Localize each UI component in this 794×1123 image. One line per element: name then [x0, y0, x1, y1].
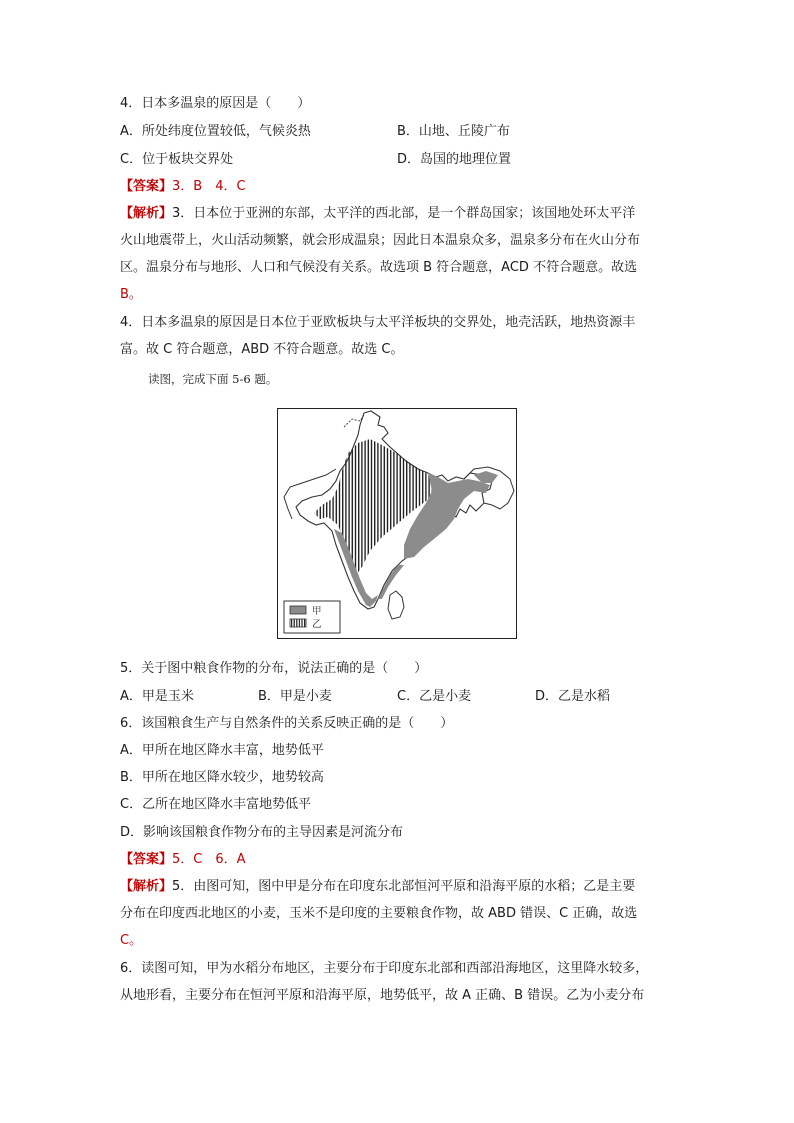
legend-swatch-yi [290, 619, 306, 627]
q6-option-b: B．甲所在地区降水较少，地势较高 [120, 770, 324, 785]
q4-stem: 4．日本多温泉的原因是（ ） [120, 96, 311, 111]
q5-option-b: B．甲是小麦 [258, 689, 332, 704]
q5-stem: 5．关于图中粮食作物的分布，说法正确的是（ ） [120, 661, 428, 676]
q6-stem: 6．该国粮食生产与自然条件的关系反映正确的是（ ） [120, 716, 454, 731]
analysis-3-line-3: 区。温泉分布与地形、人口和气候没有关系。故选项 B 符合题意，ACD 不符合题意。故选 [120, 260, 638, 275]
analysis-5-line-2: 分布在印度西北地区的小麦，玉米不是印度的主要粮食作物，故 ABD 错误、C 正确，故选 [120, 906, 638, 921]
legend-swatch-jia [290, 606, 306, 614]
map-legend [284, 601, 340, 633]
answer-3-4 [120, 178, 246, 196]
analysis-5-line-1 [120, 878, 635, 896]
q4-option-c: C．位于板块交界处 [120, 152, 234, 167]
legend-label-yi: 乙 [312, 619, 322, 630]
q5-option-a: A．甲是玉米 [120, 689, 194, 704]
analysis-3-line-2: 火山地震带上，火山活动频繁，就会形成温泉；因此日本温泉众多，温泉多分布在火山分布 [120, 233, 641, 248]
map-intro-text: 读图，完成下面 5-6 题。 [148, 372, 278, 386]
legend-label-jia: 甲 [312, 606, 322, 617]
analysis-3-line-1 [120, 205, 635, 223]
india-crop-map [277, 408, 517, 639]
answer-text: 5．C 6．A [172, 852, 246, 867]
q4-option-d: D．岛国的地理位置 [397, 152, 512, 167]
q6-option-a: A．甲所在地区降水丰富，地势低平 [120, 743, 324, 758]
q4-option-a: A．所处纬度位置较低，气候炎热 [120, 124, 311, 139]
q5-option-d: D．乙是水稻 [535, 689, 611, 704]
answer-text: 3．B 4．C [172, 179, 246, 194]
india-map-svg [278, 409, 516, 638]
sri-lanka-outline [388, 591, 404, 619]
q4-option-b: B．山地、丘陵广布 [397, 124, 510, 139]
analysis-6-line-2: 从地形看，主要分布在恒河平原和沿海平原，地势低平，故 A 正确、B 错误。乙为小麦分布 [120, 988, 645, 1003]
answer-tag: 【答案】 [120, 852, 173, 867]
analysis-5-line-3: C。 [120, 933, 143, 948]
answer-5-6 [120, 851, 246, 869]
q6-option-c: C．乙所在地区降水丰富地势低平 [120, 797, 312, 812]
answer-tag: 【答案】 [120, 179, 173, 194]
analysis-tag: 【解析】 [120, 206, 173, 221]
q6-option-d: D．影响该国粮食作物分布的主导因素是河流分布 [120, 825, 404, 840]
analysis-text: 3．日本位于亚洲的东部，太平洋的西北部，是一个群岛国家；该国地处环太平洋 [172, 206, 636, 221]
analysis-6-line-1: 6．读图可知，甲为水稻分布地区，主要分布于印度东北部和西部沿海地区，这里降水较多， [120, 961, 649, 976]
analysis-4-line-2: 富。故 C 符合题意，ABD 不符合题意。故选 C。 [120, 342, 404, 357]
analysis-tag: 【解析】 [120, 879, 173, 894]
q5-option-c: C．乙是小麦 [397, 689, 472, 704]
analysis-text: 5．由图可知，图中甲是分布在印度东北部恒河平原和沿海平原的水稻；乙是主要 [172, 879, 636, 894]
analysis-3-line-4: B。 [120, 287, 142, 302]
analysis-4-line-1: 4．日本多温泉的原因是日本位于亚欧板块与太平洋板块的交界处，地壳活跃，地热资源丰 [120, 315, 636, 330]
